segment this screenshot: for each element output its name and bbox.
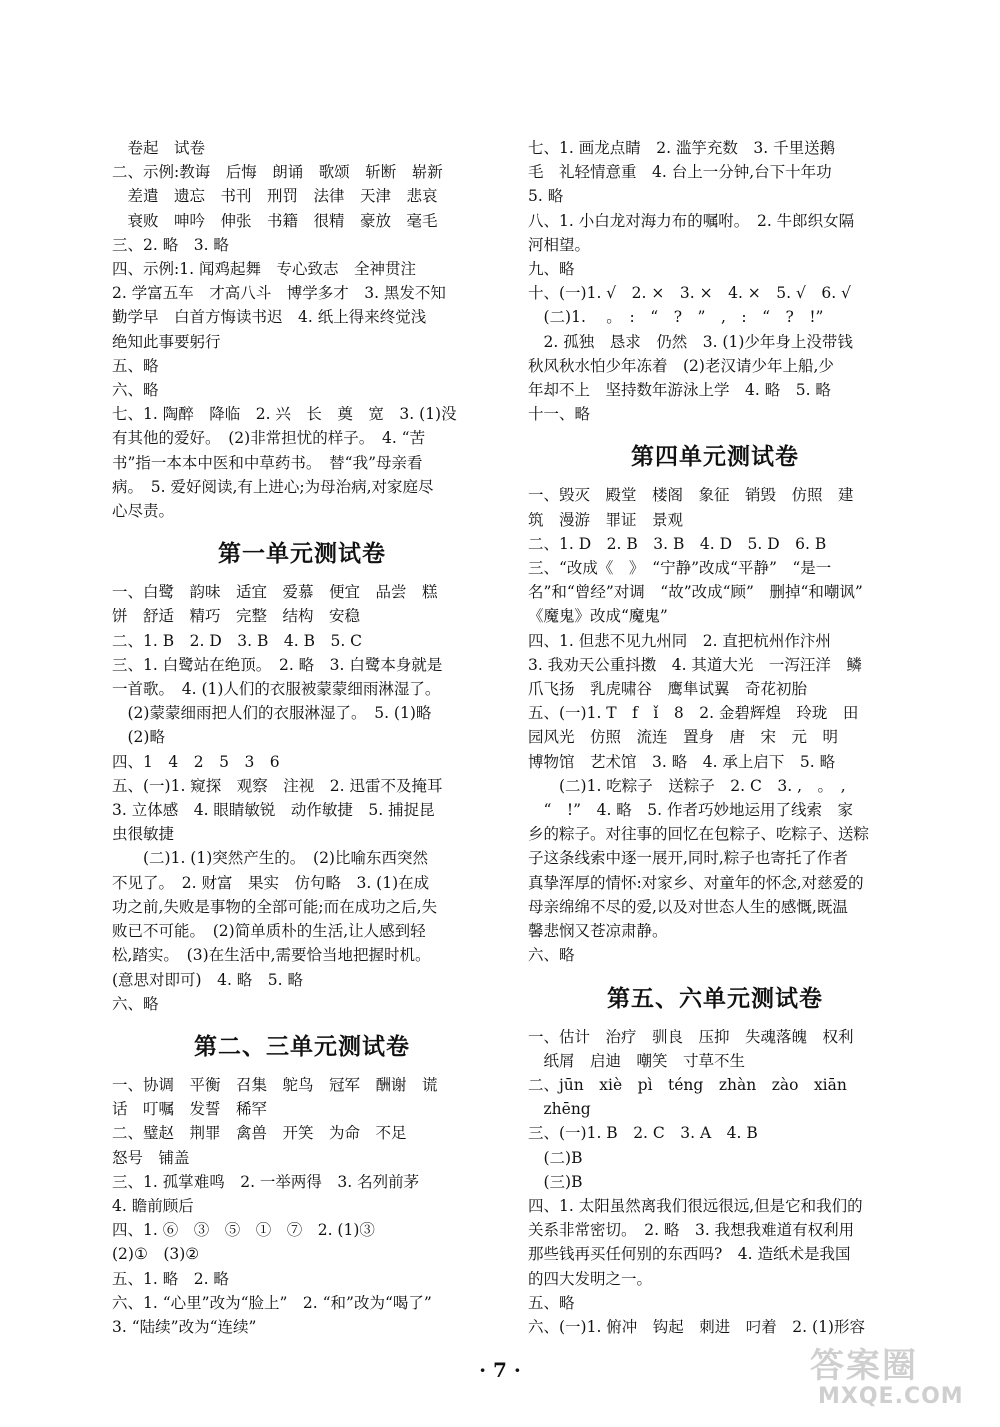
answer-line: 一首歌。 4. (1)人们的衣服被蒙蒙细雨淋湿了。 <box>112 680 441 699</box>
answer-line: 母亲绵绵不尽的爱,以及对世态人生的感慨,既温 <box>528 897 848 916</box>
answer-line: 话 叮嘱 发誓 稀罕 <box>112 1100 268 1119</box>
answer-line: 年却不上 坚持数年游泳上学 4. 略 5. 略 <box>528 381 831 400</box>
answer-line: 秋风秋水怕少年冻着 (2)老汉请少年上船,少 <box>528 356 834 375</box>
answer-line: 差遣 遗忘 书刊 刑罚 法律 天津 悲哀 <box>112 187 438 206</box>
answer-line: 五、(一)1. 窥探 观察 注视 2. 迅雷不及掩耳 <box>112 776 443 795</box>
answer-line: 博物馆 艺术馆 3. 略 4. 承上启下 5. 略 <box>528 752 836 771</box>
answer-line: 馨悲悯又苍凉肃静。 <box>528 922 668 941</box>
answer-line: 心尽责。 <box>112 502 175 521</box>
section-heading-unit-4: 第四单元测试卷 <box>631 444 799 471</box>
answer-line: 不见了。 2. 财富 果实 仿句略 3. (1)在成 <box>112 873 430 892</box>
answer-line: 二、璧赵 荆罪 禽兽 开笑 为命 不足 <box>112 1124 407 1143</box>
answer-line: 四、1. ⑥ ③ ⑤ ① ⑦ 2. (1)③ <box>112 1221 375 1240</box>
answer-line: (意思对即可) 4. 略 5. 略 <box>112 970 304 989</box>
answer-line: 败已不可能。 (2)简单质朴的生活,让人感到轻 <box>112 922 426 941</box>
answer-line: 4. 瞻前顾后 <box>112 1196 194 1215</box>
answer-line: 三、1. 白鹭站在绝顶。 2. 略 3. 白鹭本身就是 <box>112 655 443 674</box>
answer-line: zhēng <box>528 1100 591 1119</box>
answer-line: 《魔鬼》改成“魔鬼” <box>528 607 668 626</box>
section-heading-unit-5-6: 第五、六单元测试卷 <box>607 985 823 1012</box>
left-column <box>112 136 492 1339</box>
right-block-3 <box>528 1025 902 1340</box>
answer-line: 三、“改成《 》 “宁静”改成“平静” “是一 <box>528 559 832 578</box>
answer-line: 五、1. 略 2. 略 <box>112 1269 229 1288</box>
answer-line: 六、略 <box>528 946 575 965</box>
answer-line: 怒号 铺盖 <box>112 1148 190 1167</box>
answer-line: 乡的粽子。对往事的回忆在包粽子、吃粽子、送粽 <box>528 825 870 844</box>
answer-line: 三、1. 孤掌难鸣 2. 一举两得 3. 名列前茅 <box>112 1172 420 1191</box>
answer-line: 四、1. 太阳虽然离我们很远很远,但是它和我们的 <box>528 1196 863 1215</box>
answer-line: 十一、略 <box>528 405 591 424</box>
answer-line: 十、(一)1. √ 2. × 3. × 4. × 5. √ 6. √ <box>528 284 851 303</box>
left-block-1 <box>112 136 492 523</box>
answer-line: (二)1. (1)突然产生的。 (2)比喻东西突然 <box>112 849 428 868</box>
answer-line: 园风光 仿照 流连 置身 唐 宋 元 明 <box>528 728 839 747</box>
answer-line: (二)B <box>528 1148 583 1167</box>
answer-line: 卷起 试卷 <box>112 139 206 157</box>
answer-line: 饼 舒适 精巧 完整 结构 安稳 <box>112 607 361 626</box>
answer-line: 功之前,失败是事物的全部可能;而在成功之后,失 <box>112 897 438 916</box>
answer-line: 六、略 <box>112 381 159 400</box>
answer-line: 毛 礼轻情意重 4. 台上一分钟,台下十年功 <box>528 163 832 182</box>
answer-line: 5. 略 <box>528 187 564 206</box>
section-heading-unit-1: 第一单元测试卷 <box>218 541 386 568</box>
answer-line: 有其他的爱好。 (2)非常担忧的样子。 4. “苦 <box>112 429 426 448</box>
answer-line: 七、1. 画龙点睛 2. 滥竽充数 3. 千里送鹅 <box>528 139 836 157</box>
answer-line: 六、1. “心里”改为“脸上” 2. “和”改为“喝了” <box>112 1293 432 1312</box>
answer-line: 四、示例:1. 闻鸡起舞 专心致志 全神贯注 <box>112 260 416 279</box>
answer-line: 二、jūn xiè pì téng zhàn zào xiān <box>528 1075 847 1094</box>
answer-line: 名”和“曾经”对调 “故”改成“顾” 删掉“和嘲讽” <box>528 583 863 602</box>
answer-line: 爪飞扬 乳虎啸谷 鹰隼试翼 奇花初胎 <box>528 680 808 699</box>
answer-line: 河相望。 <box>528 235 591 254</box>
answer-line: 衰败 呻吟 伸张 书籍 很精 豪放 毫毛 <box>112 211 438 230</box>
answer-line: 三、(一)1. B 2. C 3. A 4. B <box>528 1124 758 1143</box>
answer-line: 书”指一本本中医和中草药书。 替“我”母亲看 <box>112 453 423 472</box>
answer-line: 五、略 <box>112 356 159 375</box>
watermark-line-2: MXQE.COM <box>818 1384 964 1409</box>
answer-line: 九、略 <box>528 260 575 279</box>
answer-line: 五、略 <box>528 1293 575 1312</box>
right-block-1 <box>528 136 902 426</box>
answer-line: “ !” 4. 略 5. 作者巧妙地运用了线索 家 <box>528 801 854 820</box>
answer-line: 真挚浑厚的情怀:对家乡、对童年的怀念,对慈爱的 <box>528 873 864 892</box>
answer-line: 七、1. 陶醉 降临 2. 兴 长 奠 宽 3. (1)没 <box>112 405 457 424</box>
watermark-logo <box>810 1347 980 1417</box>
answer-line: 四、1. 但悲不见九州同 2. 直把杭州作汴州 <box>528 631 831 650</box>
answer-line: 2. 学富五车 才高八斗 博学多才 3. 黑发不知 <box>112 284 446 303</box>
answer-line: 3. 立体感 4. 眼睛敏锐 动作敏捷 5. 捕捉昆 <box>112 801 435 820</box>
watermark-line-1: 答案圈 <box>810 1346 918 1386</box>
answer-line: 二、1. D 2. B 3. B 4. D 5. D 6. B <box>528 534 827 553</box>
answer-line: 筑 漫游 罪证 景观 <box>528 510 684 529</box>
answer-line: 六、略 <box>112 994 159 1013</box>
answer-line: 子这条线索中逐一展开,同时,粽子也寄托了作者 <box>528 849 848 868</box>
answer-line: 病。 5. 爱好阅读,有上进心;为母治病,对家庭尽 <box>112 477 434 496</box>
answer-line: (2)① (3)② <box>112 1245 200 1264</box>
answer-line: 虫很敏捷 <box>112 825 175 844</box>
answer-line: 一、白鹭 韵味 适宜 爱慕 便宜 品尝 糕 <box>112 583 438 602</box>
answer-line: 松,踏实。 (3)在生活中,需要恰当地把握时机。 <box>112 946 431 965</box>
page-number: · 7 · <box>479 1358 521 1382</box>
answer-line: 八、1. 小白龙对海力布的嘱咐。 2. 牛郎织女隔 <box>528 211 855 230</box>
answer-line: 一、估计 治疗 驯良 压抑 失魂落魄 权利 <box>528 1027 854 1046</box>
answer-line: 一、协调 平衡 召集 鸵鸟 冠军 酬谢 谎 <box>112 1075 438 1094</box>
answer-line: 绝知此事要躬行 <box>112 332 221 351</box>
answer-line: 一、毁灭 殿堂 楼阁 象征 销毁 仿照 建 <box>528 486 854 505</box>
answer-line: 五、(一)1. T f ǐ 8 2. 金碧辉煌 玲珑 田 <box>528 704 859 723</box>
answer-line: (2)略 <box>112 728 165 747</box>
answer-line: 关系非常密切。 2. 略 3. 我想我难道有权利用 <box>528 1221 855 1240</box>
answer-line: 二、示例:教诲 后悔 朗诵 歌颂 斩断 崭新 <box>112 163 443 182</box>
answer-line: 纸屑 启迪 嘲笑 寸草不生 <box>528 1051 746 1070</box>
answer-line: 那些钱再买任何别的东西吗? 4. 造纸术是我国 <box>528 1245 851 1264</box>
answer-line: 的四大发明之一。 <box>528 1269 653 1288</box>
answer-line: 三、2. 略 3. 略 <box>112 235 229 254</box>
answer-line: 四、1 4 2 5 3 6 <box>112 752 280 771</box>
answer-line: (二)1. 吃粽子 送粽子 2. C 3. , 。 , <box>528 776 846 795</box>
answer-line: (三)B <box>528 1172 583 1191</box>
left-block-3 <box>112 1073 492 1339</box>
left-block-2 <box>112 580 492 1016</box>
answer-line: 勤学早 白首方悔读书迟 4. 纸上得来终觉浅 <box>112 308 427 327</box>
answer-line: (二)1. 。 : “ ? ” , : “ ? !” <box>528 308 824 327</box>
answer-line: (2)蒙蒙细雨把人们的衣服淋湿了。 5. (1)略 <box>112 704 432 723</box>
right-block-2 <box>528 483 902 967</box>
right-column <box>528 136 902 1339</box>
answer-line: 3. 我劝天公重抖擞 4. 其道大光 一泻汪洋 鳞 <box>528 655 862 674</box>
answer-line: 六、(一)1. 俯冲 钩起 刺进 叼着 2. (1)形容 <box>528 1317 865 1336</box>
answer-line: 2. 孤独 恳求 仍然 3. (1)少年身上没带钱 <box>528 332 853 351</box>
answer-line: 二、1. B 2. D 3. B 4. B 5. C <box>112 631 363 650</box>
answer-line: 3. “陆续”改为“连续” <box>112 1317 257 1336</box>
section-heading-unit-2-3: 第二、三单元测试卷 <box>194 1033 410 1060</box>
